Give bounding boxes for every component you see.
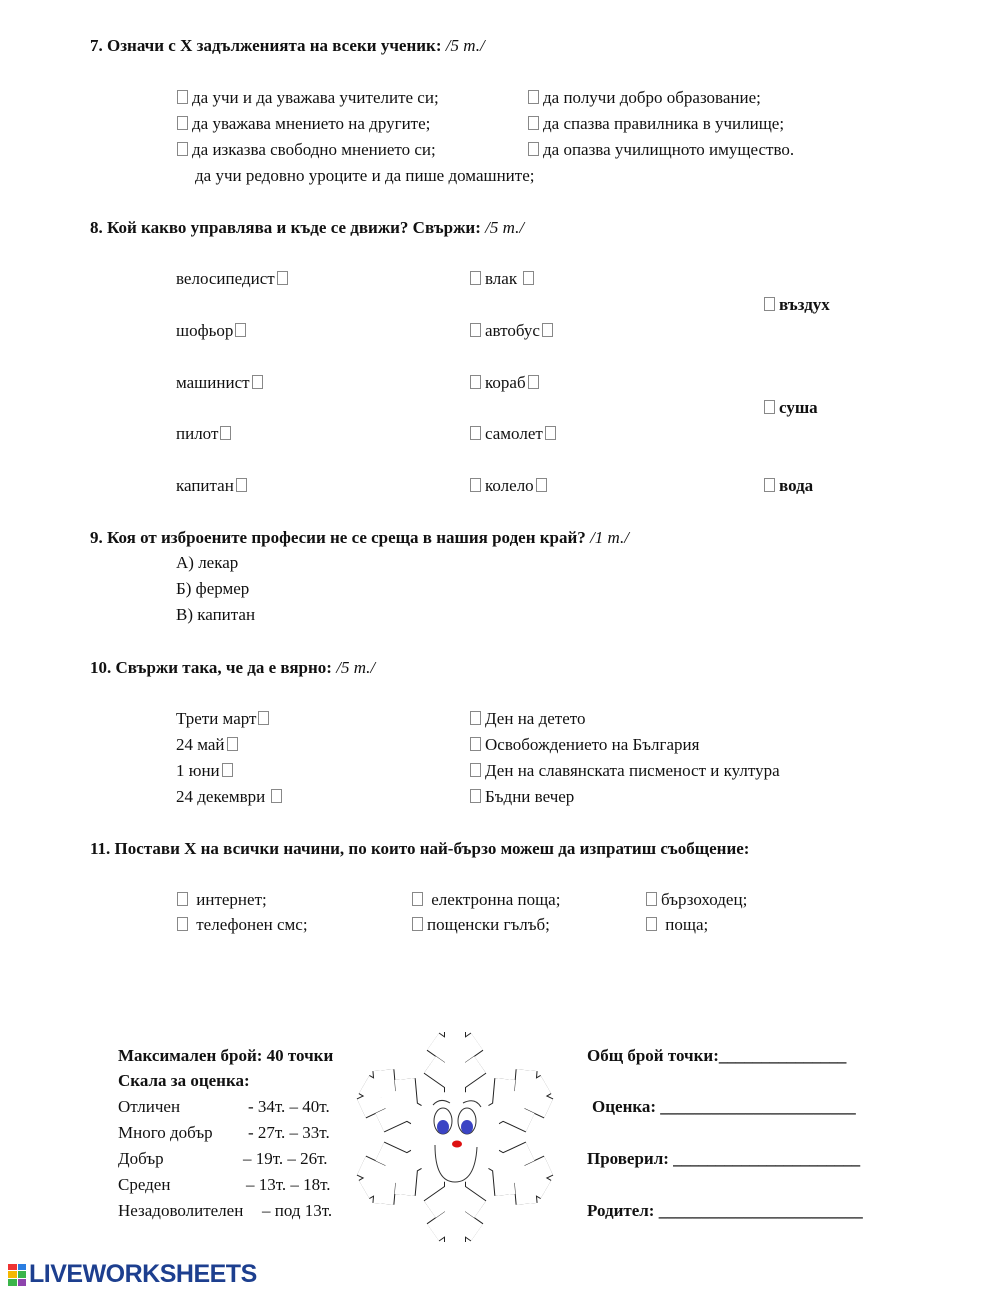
- q8-person[interactable]: велосипедист: [176, 269, 288, 289]
- q7-option[interactable]: да уважава мнението на другите;: [177, 114, 430, 134]
- q10-event[interactable]: Ден на славянската писменост и култура: [470, 761, 780, 781]
- snowflake-smiley-icon: [340, 1025, 570, 1250]
- q7-option[interactable]: да опазва училищното имущество.: [528, 140, 794, 160]
- q8-vehicle[interactable]: кораб: [470, 373, 539, 393]
- parent-field[interactable]: Родител: ________________________: [587, 1201, 863, 1220]
- q8-person[interactable]: шофьор: [176, 321, 246, 341]
- q11-heading: 11. Постави Х на всички начини, по които най-бързо можеш да изпратиш съобщение:: [90, 839, 750, 858]
- q8-vehicle[interactable]: колело: [470, 476, 547, 496]
- q11-option[interactable]: електронна поща;: [412, 890, 560, 910]
- total-points-field[interactable]: Общ брой точки:_______________: [587, 1046, 847, 1065]
- q8-person[interactable]: пилот: [176, 424, 231, 444]
- q9-heading: 9. Коя от изброените професии не се среща в нашия роден край? /1 т./: [90, 528, 629, 547]
- q11-option[interactable]: телефонен смс;: [177, 915, 308, 935]
- q7-option[interactable]: да изказва свободно мнението си;: [177, 140, 436, 160]
- q7-option: да учи редовно уроците и да пише домашните;: [195, 166, 535, 185]
- q10-date[interactable]: 24 декември: [176, 787, 282, 807]
- q8-place[interactable]: вода: [764, 476, 813, 496]
- q7-heading: 7. Означи с X задълженията на всеки ученик: /5 т./: [90, 36, 485, 55]
- checkbox[interactable]: [177, 116, 188, 130]
- checkbox[interactable]: [528, 142, 539, 156]
- q10-date[interactable]: Трети март: [176, 709, 269, 729]
- q8-vehicle[interactable]: автобус: [470, 321, 553, 341]
- q10-date[interactable]: 24 май: [176, 735, 238, 755]
- checked-by-field[interactable]: Проверил: ______________________: [587, 1149, 861, 1168]
- grade-field[interactable]: Оценка: _______________________: [592, 1097, 856, 1116]
- q7-option[interactable]: да получи добро образование;: [528, 88, 761, 108]
- q11-option[interactable]: поща;: [646, 915, 708, 935]
- q11-option[interactable]: пощенски гълъб;: [412, 915, 550, 935]
- max-points: Максимален брой: 40 точки: [118, 1046, 334, 1065]
- q11-option[interactable]: интернет;: [177, 890, 267, 910]
- q7-option[interactable]: да учи и да уважава учителите си;: [177, 88, 439, 108]
- q9-option[interactable]: Б) фермер: [176, 579, 250, 598]
- q9-option[interactable]: В) капитан: [176, 605, 256, 624]
- q10-heading: 10. Свържи така, че да е вярно: /5 т./: [90, 658, 376, 677]
- q7-option[interactable]: да спазва правилника в училище;: [528, 114, 784, 134]
- q10-event[interactable]: Освобождението на България: [470, 735, 699, 755]
- q8-place[interactable]: въздух: [764, 295, 830, 315]
- worksheet-page: 7. Означи с X задълженията на всеки ученик: /5 т./ да учи и да уважава учителите си; да получи добро образование; да уважава мнението на другите; да спазва правилника в училище; да изказва свободно мнението си; да опазва училищното имущество. да учи редовно уроците и да пише домашните; 8. Кой какво управлява и къде се движи? Свържи: /5 т./ велосипедист шофьор машинист пилот капитан влак автобус кораб самолет колело въздух суша вода 9. Коя от изброените професии не се среща в нашия роден край? /1 т./ А) лекар Б) фермер В) капитан 10. Свържи така, че да е вярно: /5 т./ Трети март 24 май 1 юни 24 декември Ден на детето Освобождението на България Ден на славянската писменост и култура Бъдни вечер 11. Постави Х на всички начини, по които най-бързо можеш да изпратиш съобщение: интернет; електронна поща; бързоходец; телефонен смс; пощенски гълъб; поща; Максимален брой: 40 точки Скала за оценка: Отличен - 34т. – 40т. Много добър - 27т. – 33т. Добър – 19т. – 26т. Среден – 13т. – 18т. Незадоволителен – под 13т. Общ брой точки:_______________ Оценка: _______________________ Проверил: ______________________ Родител: ________________________ LIVEWORKSHEETS: [0, 0, 1000, 1291]
- q10-date[interactable]: 1 юни: [176, 761, 233, 781]
- q10-event[interactable]: Бъдни вечер: [470, 787, 574, 807]
- checkbox[interactable]: [177, 142, 188, 156]
- q8-heading: 8. Кой какво управлява и къде се движи? Свържи: /5 т./: [90, 218, 525, 237]
- q9-option[interactable]: А) лекар: [176, 553, 239, 572]
- checkbox[interactable]: [177, 90, 188, 104]
- q8-person[interactable]: капитан: [176, 476, 247, 496]
- liveworksheets-logo: LIVEWORKSHEETS: [8, 1260, 257, 1289]
- q8-place[interactable]: суша: [764, 398, 818, 418]
- q10-event[interactable]: Ден на детето: [470, 709, 585, 729]
- q8-vehicle[interactable]: влак: [470, 269, 534, 289]
- q8-person[interactable]: машинист: [176, 373, 263, 393]
- logo-icon: [8, 1264, 26, 1286]
- checkbox[interactable]: [528, 90, 539, 104]
- scale-title: Скала за оценка:: [118, 1071, 250, 1090]
- q8-vehicle[interactable]: самолет: [470, 424, 556, 444]
- q11-option[interactable]: бързоходец;: [646, 890, 747, 910]
- checkbox[interactable]: [528, 116, 539, 130]
